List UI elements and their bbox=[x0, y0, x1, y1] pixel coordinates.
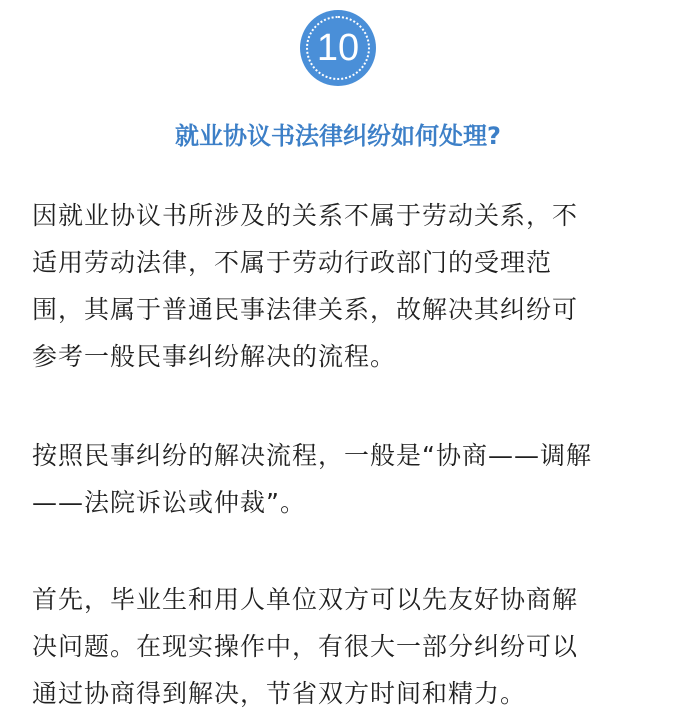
paragraph-line: 首先，毕业生和用人单位双方可以先友好协商解 bbox=[32, 585, 579, 614]
paragraph-1 bbox=[32, 192, 652, 380]
paragraph-line: 因就业协议书所涉及的关系不属于劳动关系，不 bbox=[32, 201, 579, 230]
paragraph-2 bbox=[32, 432, 652, 526]
paragraph-line: 按照民事纠纷的解决流程，一般是“协商——调解 bbox=[32, 441, 592, 470]
paragraph-line: 围，其属于普通民事法律关系，故解决其纠纷可 bbox=[32, 295, 579, 324]
paragraph-line: 决问题。在现实操作中，有很大一部分纠纷可以 bbox=[32, 632, 579, 661]
section-number-badge-wrap bbox=[0, 10, 676, 86]
section-title: 就业协议书法律纠纷如何处理? bbox=[175, 122, 501, 150]
paragraph-3 bbox=[32, 576, 652, 717]
section-number: 10 bbox=[306, 16, 370, 80]
paragraph-line: 参考一般民事纠纷解决的流程。 bbox=[32, 342, 397, 371]
paragraph-line: ——法院诉讼或仲裁”。 bbox=[32, 488, 306, 517]
paragraph-line: 通过协商得到解决，节省双方时间和精力。 bbox=[32, 679, 527, 708]
paragraph-line: 适用劳动法律，不属于劳动行政部门的受理范 bbox=[32, 248, 553, 277]
section-number-badge bbox=[300, 10, 376, 86]
